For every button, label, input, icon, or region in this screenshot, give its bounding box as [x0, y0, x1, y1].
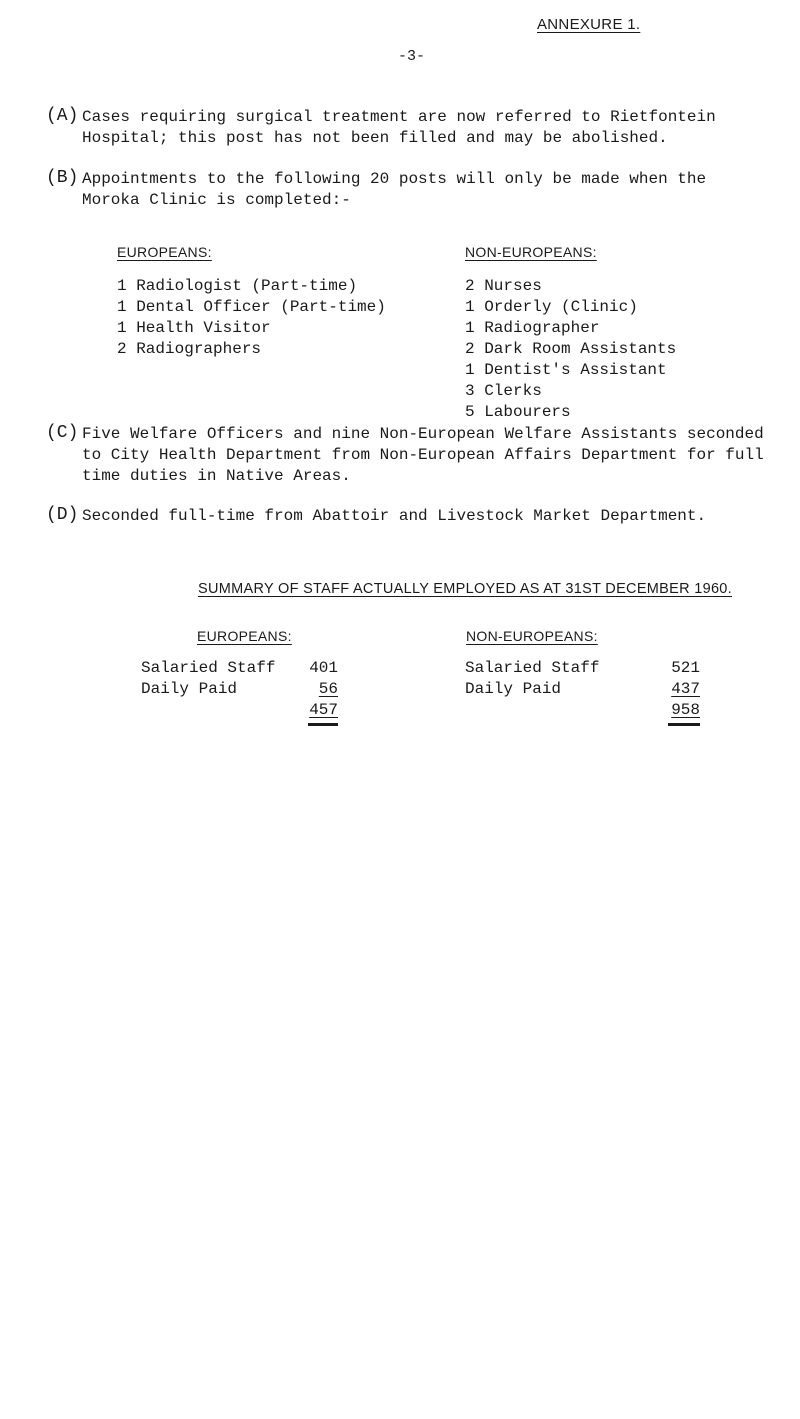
non-europeans-daily-label: Daily Paid	[465, 680, 562, 698]
summary-title: SUMMARY OF STAFF ACTUALLY EMPLOYED AS AT 31ST DECEMBER 1960.	[198, 581, 732, 597]
non-europeans-total-double-rule	[668, 723, 700, 726]
europeans-total-double-rule	[308, 723, 338, 726]
section-b-line: Moroka Clinic is completed:-	[82, 191, 351, 209]
section-b-line: Appointments to the following 20 posts will only be made when the	[82, 170, 707, 188]
list-item: 1 Dental Officer (Part-time)	[117, 298, 386, 316]
section-b-label: (B)	[46, 168, 79, 188]
non-europeans-posts-list	[465, 276, 676, 423]
europeans-total: 457	[309, 701, 338, 719]
section-c-text	[82, 424, 782, 487]
section-d-line: Seconded full-time from Abattoir and Livestock Market Department.	[82, 507, 707, 525]
section-c-line: to City Health Department from Non-European Affairs Department for full	[82, 446, 764, 464]
page-number: -3-	[398, 48, 426, 65]
europeans-salaried-label: Salaried Staff	[141, 659, 276, 677]
list-item: 2 Dark Room Assistants	[465, 340, 677, 358]
europeans-daily-value: 56	[318, 680, 338, 698]
list-item: 3 Clerks	[465, 382, 542, 400]
section-d-text	[82, 506, 782, 527]
list-item: 2 Nurses	[465, 277, 542, 295]
list-item: 1 Radiologist (Part-time)	[117, 277, 358, 295]
section-c-line: Five Welfare Officers and nine Non-European Welfare Assistants seconded	[82, 425, 764, 443]
summary-europeans-heading: EUROPEANS:	[197, 628, 292, 644]
europeans-daily-label: Daily Paid	[141, 680, 238, 698]
europeans-salaried-value: 401	[309, 659, 338, 677]
list-item: 5 Labourers	[465, 403, 571, 421]
list-item: 1 Health Visitor	[117, 319, 271, 337]
non-europeans-heading: NON-EUROPEANS:	[465, 244, 597, 260]
list-item: 1 Dentist's Assistant	[465, 361, 667, 379]
section-b-text	[82, 169, 782, 211]
annexure-label: ANNEXURE 1.	[537, 16, 641, 33]
section-a-line: Hospital; this post has not been filled and may be abolished.	[82, 129, 668, 147]
non-europeans-daily-value: 437	[671, 680, 700, 698]
non-europeans-salaried-label: Salaried Staff	[465, 659, 600, 677]
europeans-posts-list	[117, 276, 386, 360]
section-a-line: Cases requiring surgical treatment are now referred to Rietfontein	[82, 108, 716, 126]
section-a-text	[82, 107, 782, 149]
non-europeans-salaried-value: 521	[671, 659, 700, 677]
europeans-heading: EUROPEANS:	[117, 244, 212, 260]
section-c-label: (C)	[46, 423, 79, 443]
list-item: 2 Radiographers	[117, 340, 262, 358]
section-c-line: time duties in Native Areas.	[82, 467, 351, 485]
non-europeans-total: 958	[671, 701, 700, 719]
section-d-label: (D)	[46, 505, 79, 525]
list-item: 1 Radiographer	[465, 319, 600, 337]
section-a-label: (A)	[46, 106, 79, 126]
list-item: 1 Orderly (Clinic)	[465, 298, 638, 316]
summary-non-europeans-heading: NON-EUROPEANS:	[466, 628, 598, 644]
